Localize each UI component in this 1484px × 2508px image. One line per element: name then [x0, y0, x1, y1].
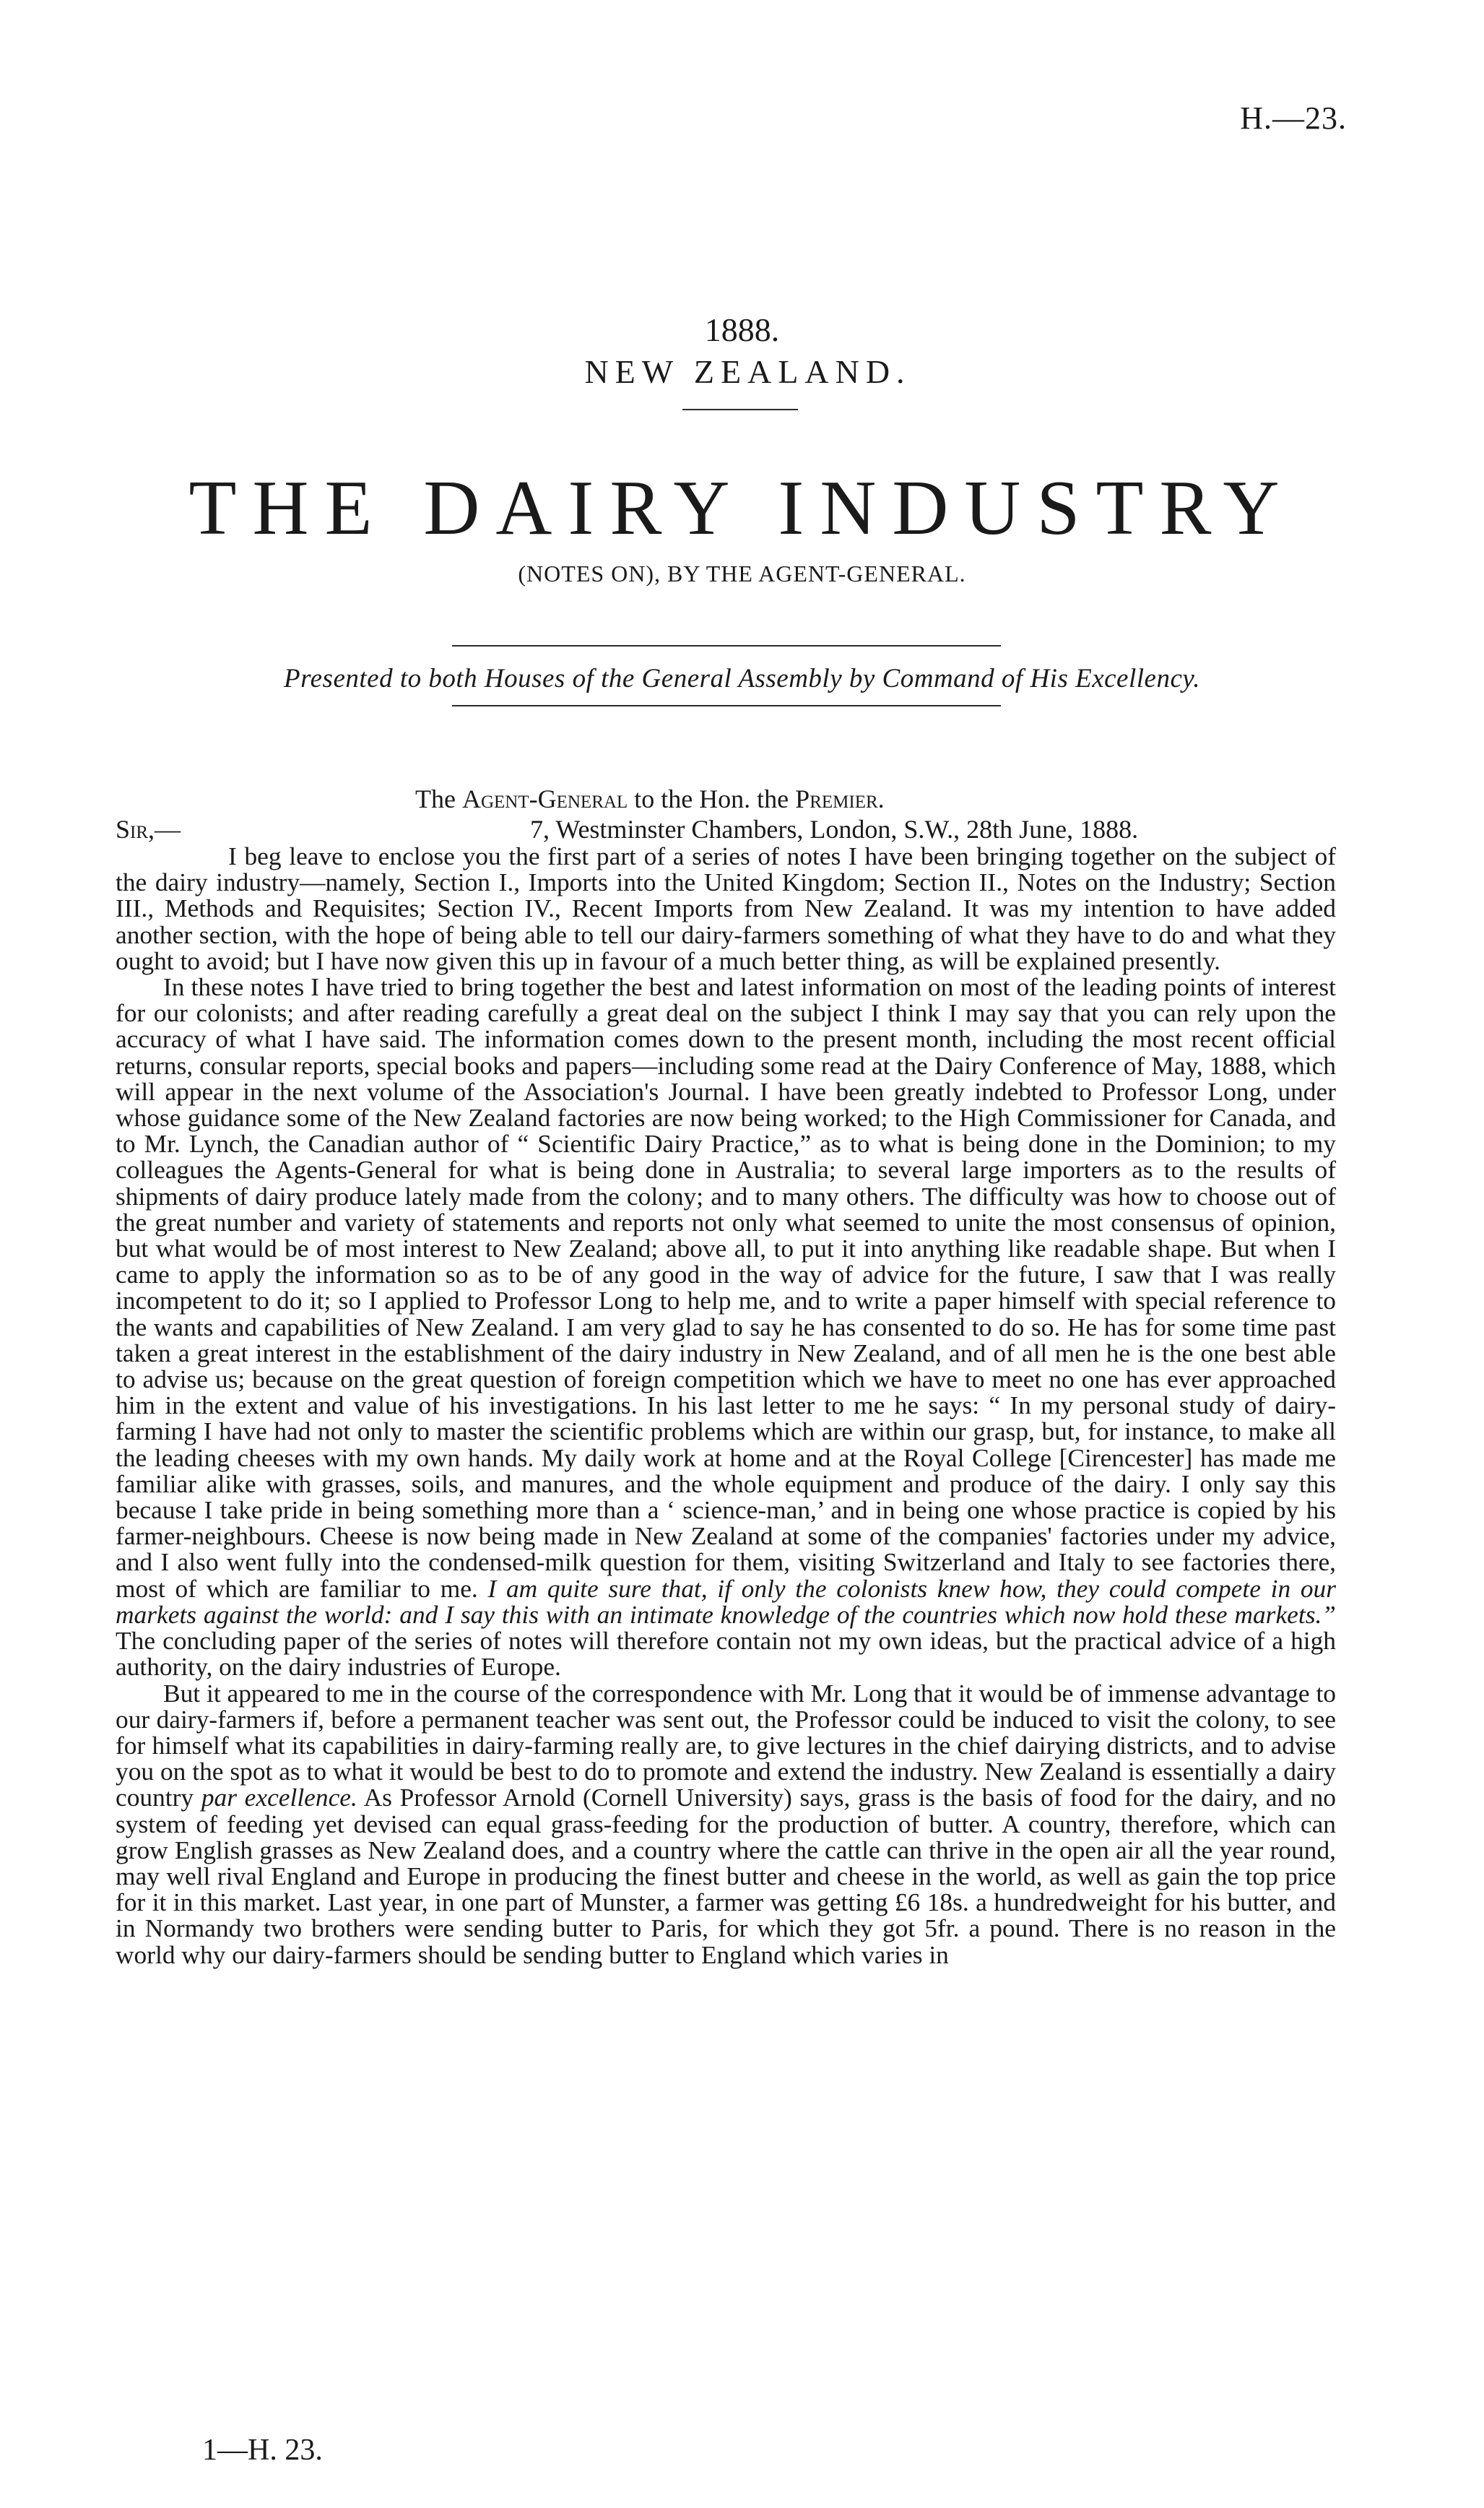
document-subtitle: (NOTES ON), BY THE AGENT-GENERAL. [518, 561, 966, 587]
paragraph-3-continued: As Professor Arnold (Cornell University) says, grass is the basis of food for the dairy, and no system of feeding yet devised can equal grass-feeding for the production of butter. A country, therefore, which can grow English grasses as New Zealand does, and a country where the cattle can thrive in the open air all the year round, may well rival England and Europe in producing the finest butter and cheese in the world, as well as gain the top price for it in this market. Last year, in one part of Munster, a farmer was getting £6 18s. a hundredweight for his butter, and in Normandy two brothers were sending butter to Paris, for which they got 5fr. a pound. There is no reason in the world why our dairy-farmers should be sending butter to England which varies in [116, 1783, 1336, 1969]
after-quote: The concluding paper of the series of notes will therefore contain not my own ideas, but the practical advice of a high authority, on the dairy industries of Europe. [116, 1626, 1336, 1682]
letter-body [116, 843, 1336, 1968]
divider-bottom [452, 705, 1001, 706]
italic-quote: I am quite sure that, if only the colonists knew how, they could compete in our markets against the world: and I say this with an intimate knowledge of the countries which now hold these markets.” [116, 1573, 1337, 1629]
signature-mark: 1—H. 23. [202, 2434, 323, 2467]
heading-middle: to the Hon. the [634, 784, 789, 813]
paragraph-1: I beg leave to enclose you the first part of a series of notes I have been bringing together on the subject of the dairy industry—namely, Section I., Imports into the United Kingdom; Section II., Notes on the Industry; Section III., Methods and Requisites; Section IV., Recent Imports from New Zealand. It was my intention to have added another section, with the hope of being able to tell our dairy-farmers something of what they have to do and what they ought to avoid; but I have now given this up in favour of a much better thing, as will be explained presently. [116, 842, 1336, 975]
document-title: THE DAIRY INDUSTRY [188, 465, 1296, 551]
paragraph-3-text: But it appeared to me in the course of the correspondence with Mr. Long that it would be of immense advantage to our dairy-farmers if, before a permanent teacher was sent out, the Professor could be induced to visit the colony, to see for himself what its capabilities in dairy-farming really are, to give lectures in the chief dairying districts, and to advise you on the spot as to what it would be best to do to promote and extend the industry. New Zealand is essentially a dairy country [116, 1678, 1336, 1812]
country: NEW ZEALAND. [584, 353, 911, 390]
divider-short [682, 409, 798, 410]
paragraph-3 [116, 1680, 1336, 1968]
letter-heading [415, 784, 885, 814]
heading-from: Agent-General [461, 784, 628, 813]
paragraph-2 [116, 972, 1337, 1682]
letter-address: 7, Westminster Chambers, London, S.W., 28th June, 1888. [530, 815, 1139, 844]
heading-prefix: The [415, 784, 456, 813]
heading-to: Premier. [795, 784, 885, 813]
salutation: Sir,— [116, 815, 181, 844]
par-excellence: par excellence. [201, 1783, 357, 1812]
document-reference: H.—23. [1240, 100, 1347, 136]
paragraph-2-text: In these notes I have tried to bring together the best and latest information on most of the leading points of interest for our colonists; and after reading carefully a great deal on the subject I think I may say that you can rely upon the accuracy of what I have said. The information comes down to the present month, including the most recent official returns, consular reports, special books and papers—including some read at the Dairy Conference of May, 1888, which will appear in the next volume of the Association's Journal. I have been greatly indebted to Professor Long, under whose guidance some of the New Zealand factories are now being worked; to the High Commissioner for Canada, and to Mr. Lynch, the Canadian author of “ Scientific Dairy Practice,” as to what is being done in the Dominion; to my colleagues the Agents-General for what is being done in Australia; to several large importers as to the results of shipments of dairy produce lately made from the colony; and to many others. The difficulty was how to choose out of the great number and variety of statements and reports not only what seemed to unite the most consensus of opinion, but what would be of most interest to New Zealand; above all, to put it into anything like readable shape. But when I came to apply the information so as to be of any good in the way of advice for the future, I saw that I was really incompetent to do it; so I applied to Professor Long to help me, and to write a paper himself with special reference to the wants and capabilities of New Zealand. I am very glad to say he has consented to do so. He has for some time past taken a great interest in the establishment of the dairy industry in New Zealand, and of all men he is the one best able to advise us; because on the great question of foreign competition which we have to meet no one has ever approached him in the extent and value of his investigations. In his last letter to me he says: “ In my personal study of dairy-farming I have had not only to master the scientific problems which are within our grasp, but, for instance, to make all the leading cheeses with my own hands. My daily work at home and at the Royal College [Cirencester] has made me familiar alike with grasses, soils, and manures, and the whole equipment and produce of the dairy. I only say this because I take pride in being something more than a ‘ science-man,’ and in being one whose practice is copied by his farmer-neighbours. Cheese is now being made in New Zealand at some of the companies' factories under my advice, and I also went fully into the condensed-milk question for them, visiting Switzerland and Italy to see factories there, most of which are familiar to me. [116, 972, 1336, 1603]
presented-line: Presented to both Houses of the General Assembly by Command of His Excellency. [284, 664, 1200, 693]
year: 1888. [704, 311, 780, 348]
divider-top [452, 645, 1001, 647]
